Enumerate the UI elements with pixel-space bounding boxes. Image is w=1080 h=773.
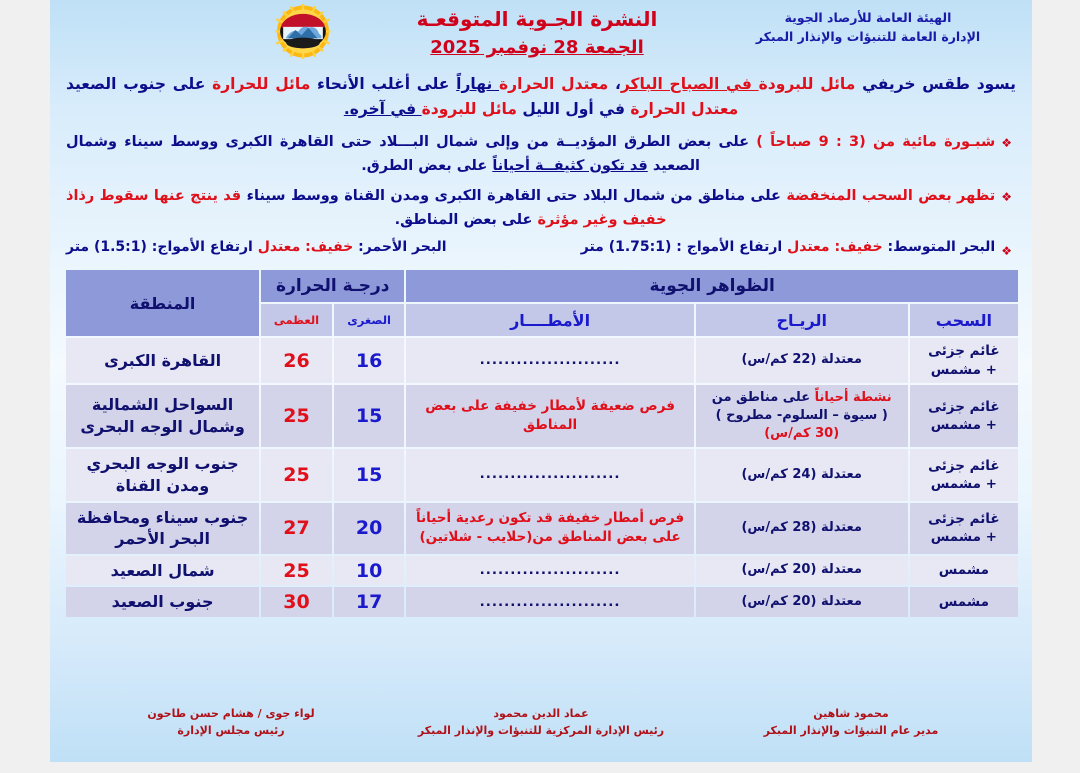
cell-clouds	[910, 338, 1018, 382]
table-row	[66, 587, 1018, 617]
table-row	[66, 449, 1018, 500]
bulletin-sheet	[50, 0, 1032, 762]
sea-conditions	[66, 239, 995, 255]
cell-clouds	[910, 385, 1018, 448]
bulletin-date: الجمعة 28 نوفمبر 2025	[430, 37, 644, 58]
cell-max-temp: 27	[261, 503, 332, 554]
sea-mediterranean	[581, 239, 996, 255]
header-wind: الريـاح	[696, 304, 908, 336]
cell-min-temp: 17	[334, 587, 405, 617]
rain-dots: .......................	[479, 562, 621, 579]
clouds-line-1: غائم جزئى	[928, 510, 1000, 527]
red-label: البحر الأحمر:	[358, 239, 447, 256]
authority-block	[718, 8, 1018, 47]
cell-wind: معتدلة (22 كم/س)	[696, 338, 908, 382]
cell-region: القاهرة الكبرى	[66, 338, 259, 382]
forecast-table-wrap	[64, 268, 1020, 619]
clouds-seg-0: تظهر بعض السحب المنخفضة	[786, 188, 996, 205]
cell-rain: فرص ضعيفة لأمطار خفيفة على بعض المناطق	[406, 385, 693, 448]
cell-region: جنوب سيناء ومحافظة البحر الأحمر	[66, 503, 259, 554]
bulletin-title-text: النشرة الجـوية المتوقعـة	[416, 7, 658, 31]
clouds-line-1: غائم جزئى	[928, 398, 1000, 415]
table-body	[66, 338, 1018, 617]
signature-block-1	[696, 705, 1006, 740]
cell-wind: معتدلة (28 كم/س)	[696, 503, 908, 554]
cell-rain	[406, 587, 693, 617]
cell-wind: معتدلة (20 كم/س)	[696, 587, 908, 617]
bullet-item-low-clouds	[66, 185, 1012, 232]
cell-clouds	[910, 449, 1018, 500]
med-wave-label: ارتفاع الأمواج :	[676, 239, 783, 256]
signature-name: لواء جوى / هشام حسن طاحون	[147, 706, 315, 720]
summary-part-4: ،	[608, 75, 621, 93]
summary-part-12: مائل للبرودة	[421, 100, 517, 119]
med-wave-value: (1.75:1) متر	[580, 239, 672, 256]
cell-clouds	[910, 503, 1018, 554]
sea-red	[66, 239, 447, 255]
red-wave-value: (1.5:1) متر	[66, 239, 147, 256]
clouds-line-2: + مشمس	[930, 417, 997, 434]
cell-clouds: مشمس	[910, 556, 1018, 586]
bullet-item-fog	[66, 131, 1012, 178]
signature-title: مدير عام التنبؤات والإنذار المبكر	[763, 724, 939, 738]
summary-part-9: على جنوب الصعيد	[66, 75, 213, 93]
cell-region: جنوب الصعيد	[66, 587, 259, 617]
signature-block-2	[386, 705, 696, 740]
cell-clouds: مشمس	[910, 587, 1018, 617]
summary-part-2: مائل للبرودة	[758, 75, 856, 93]
table-head	[66, 270, 1018, 336]
header-temperature: درجـة الحرارة	[261, 270, 404, 302]
summary-part-13: في آخره.	[343, 100, 422, 119]
bullet-marker-icon: ❖	[1001, 244, 1012, 259]
fog-seg-2: قد تكون كثيفــة أحياناً	[492, 157, 648, 174]
table-row	[66, 556, 1018, 586]
cell-max-temp: 25	[261, 449, 332, 500]
summary-part-8: مائل للحرارة	[212, 75, 311, 93]
header-rain: الأمطــــار	[406, 304, 693, 336]
med-state: خفيف: معتدل	[787, 239, 883, 256]
cell-min-temp: 16	[334, 338, 405, 382]
cell-region: شمال الصعيد	[66, 556, 259, 586]
table-row	[66, 385, 1018, 448]
summary-part-3: في الصباح الباكر	[620, 75, 759, 93]
signature-title: رئيس مجلس الإدارة	[177, 724, 285, 738]
bullet-marker-icon: ❖	[1001, 136, 1012, 151]
cell-min-temp: 20	[334, 503, 405, 554]
header-phenomena: الظواهر الجوية	[406, 270, 1018, 302]
cell-rain	[406, 556, 693, 586]
table-header-group-row	[66, 270, 1018, 302]
summary-part-1: يسود طقس خريفي	[855, 75, 1016, 93]
signature-footer	[50, 705, 1032, 740]
table-row	[66, 338, 1018, 382]
forecast-summary	[66, 72, 1016, 122]
rain-dots: .......................	[479, 466, 621, 483]
ema-logo	[264, 4, 342, 62]
clouds-line-1: غائم جزئى	[928, 457, 1000, 474]
fog-seg-3: على بعض الطرق.	[361, 157, 493, 174]
red-state: خفيف: معتدل	[257, 239, 354, 256]
cell-wind: معتدلة (20 كم/س)	[696, 556, 908, 586]
clouds-seg-2: قد ينتج عنها سقوط رذاذ خفيف وغير مؤثرة	[66, 188, 667, 228]
clouds-seg-3: على بعض المناطق.	[394, 211, 538, 228]
cell-rain	[406, 338, 693, 382]
signature-title: رئيس الإدارة المركزية للتنبؤات والإنذار المبكر	[417, 724, 665, 738]
logo-base	[286, 38, 320, 49]
fog-seg-1: على بعض الطرق المؤديــة من وإلى شمال البـــلاد حتى القاهرة الكبرى ووسط سيناء وشمال الصعيد	[66, 134, 757, 174]
signature-name: محمود شاهين	[813, 706, 889, 720]
table-row	[66, 503, 1018, 554]
med-label: البحر المتوسط:	[887, 239, 996, 256]
cell-region: السواحل الشمالية وشمال الوجه البحرى	[66, 385, 259, 448]
signature-block-3	[76, 705, 386, 740]
forecast-table	[64, 268, 1020, 619]
bullet-marker-icon: ❖	[1001, 190, 1012, 205]
summary-part-5: معتدل الحرارة	[499, 75, 609, 93]
bullet-text-fog	[66, 131, 995, 178]
cell-min-temp: 10	[334, 556, 405, 586]
bullet-list	[66, 131, 1012, 261]
bulletin-header	[50, 0, 1032, 72]
cell-max-temp: 25	[261, 556, 332, 586]
header-min-temp: الصغرى	[334, 304, 405, 336]
cell-max-temp: 26	[261, 338, 332, 382]
cell-max-temp: 30	[261, 587, 332, 617]
cell-wind: معتدلة (24 كم/س)	[696, 449, 908, 500]
bullet-text-low-clouds	[66, 185, 995, 232]
clouds-line-2: + مشمس	[930, 475, 997, 492]
cell-rain	[406, 449, 693, 500]
cell-min-temp: 15	[334, 385, 405, 448]
summary-part-11: في أول الليل	[516, 100, 631, 119]
bullet-item-sea	[66, 239, 1012, 261]
header-clouds: السحب	[910, 304, 1018, 336]
authority-line-2: الإدارة العامة للتنبؤات والإنذار المبكر	[755, 29, 981, 45]
summary-part-6: نهاراً	[456, 75, 500, 93]
authority-line-1: الهيئة العامة للأرصاد الجوية	[784, 10, 952, 25]
rain-dots: .......................	[479, 352, 621, 369]
wind-rest: على مناطق من ( سيوة – السلوم- مطروح ) (30 كم/س)	[711, 389, 888, 442]
wind-alert: نشطة أحياناً	[814, 389, 892, 405]
signature-name: عماد الدين محمود	[493, 706, 589, 720]
header-max-temp: العظمى	[261, 304, 332, 336]
red-wave-label: ارتفاع الأمواج:	[151, 239, 253, 256]
clouds-line-2: + مشمس	[930, 361, 997, 378]
fog-seg-0: شبـورة مائية من (3 : 9 صباحاً )	[756, 134, 996, 151]
cell-rain: فرص أمطار خفيفة قد تكون رعدية أحياناً على بعض المناطق من(حلايب - شلاتين)	[406, 503, 693, 554]
cell-min-temp: 15	[334, 449, 405, 500]
clouds-line-1: غائم جزئى	[928, 343, 1000, 360]
cell-max-temp: 25	[261, 385, 332, 448]
summary-part-10: معتدل الحرارة	[630, 100, 739, 119]
cell-wind	[696, 385, 908, 448]
rain-dots: .......................	[479, 593, 621, 610]
header-region: المنطقة	[66, 270, 259, 336]
cell-region: جنوب الوجه البحري ومدن القناة	[66, 449, 259, 500]
page-title	[372, 6, 702, 60]
summary-part-7: على أغلب الأنحاء	[310, 75, 457, 93]
clouds-seg-1: على مناطق من شمال البلاد حتى القاهرة الكبرى ومدن القناة ووسط سيناء	[241, 188, 787, 205]
clouds-line-2: + مشمس	[930, 529, 997, 546]
